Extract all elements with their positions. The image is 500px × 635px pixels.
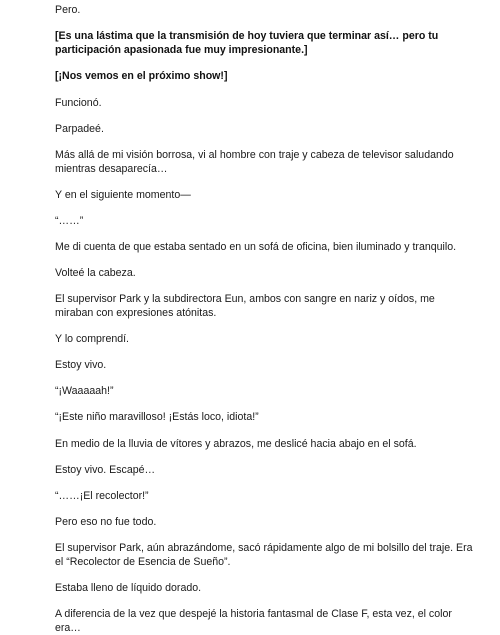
paragraph-9: Me di cuenta de que estaba sentado en un sofá de oficina, bien iluminado y tranquilo. [55, 241, 457, 253]
paragraph-3: [¡Nos vemos en el próximo show!] [55, 70, 228, 82]
paragraph-12: Y lo comprendí. [55, 333, 130, 345]
paragraph-13: Estoy vivo. [55, 359, 107, 371]
paragraph-6: Más allá de mi visión borrosa, vi al hombre con traje y cabeza de televisor saludando mientras desaparecía… [55, 149, 454, 175]
paragraph-18: “……¡El recolector!” [55, 490, 149, 502]
paragraph-17: Estoy vivo. Escapé… [55, 464, 156, 476]
paragraph-5: Parpadeé. [55, 123, 104, 135]
paragraph-15: “¡Este niño maravilloso! ¡Estás loco, idiota!” [55, 411, 259, 423]
paragraph-16: En medio de la lluvia de vítores y abrazos, me deslicé hacia abajo en el sofá. [55, 438, 417, 450]
paragraph-7: Y en el siguiente momento— [55, 189, 191, 201]
paragraph-11: El supervisor Park y la subdirectora Eun, ambos con sangre en nariz y oídos, me miraban con expresiones atónitas. [55, 293, 435, 319]
paragraph-20: El supervisor Park, aún abrazándome, sacó rápidamente algo de mi bolsillo del traje. Era el “Recolector de Esencia de Sueño”. [55, 542, 473, 568]
paragraph-2: [Es una lástima que la transmisión de hoy tuviera que terminar así… pero tu participación apasionada fue muy impresionante.] [55, 30, 439, 56]
paragraph-8: “……” [55, 215, 84, 227]
paragraph-14: “¡Waaaaah!” [55, 385, 114, 397]
paragraph-1: Pero. [55, 4, 81, 16]
paragraph-10: Volteé la cabeza. [55, 267, 136, 279]
paragraph-22: A diferencia de la vez que despejé la historia fantasmal de Clase F, esta vez, el color era… [55, 608, 452, 634]
paragraph-4: Funcionó. [55, 97, 102, 109]
paragraph-21: Estaba lleno de líquido dorado. [55, 582, 202, 594]
paragraph-19: Pero eso no fue todo. [55, 516, 157, 528]
